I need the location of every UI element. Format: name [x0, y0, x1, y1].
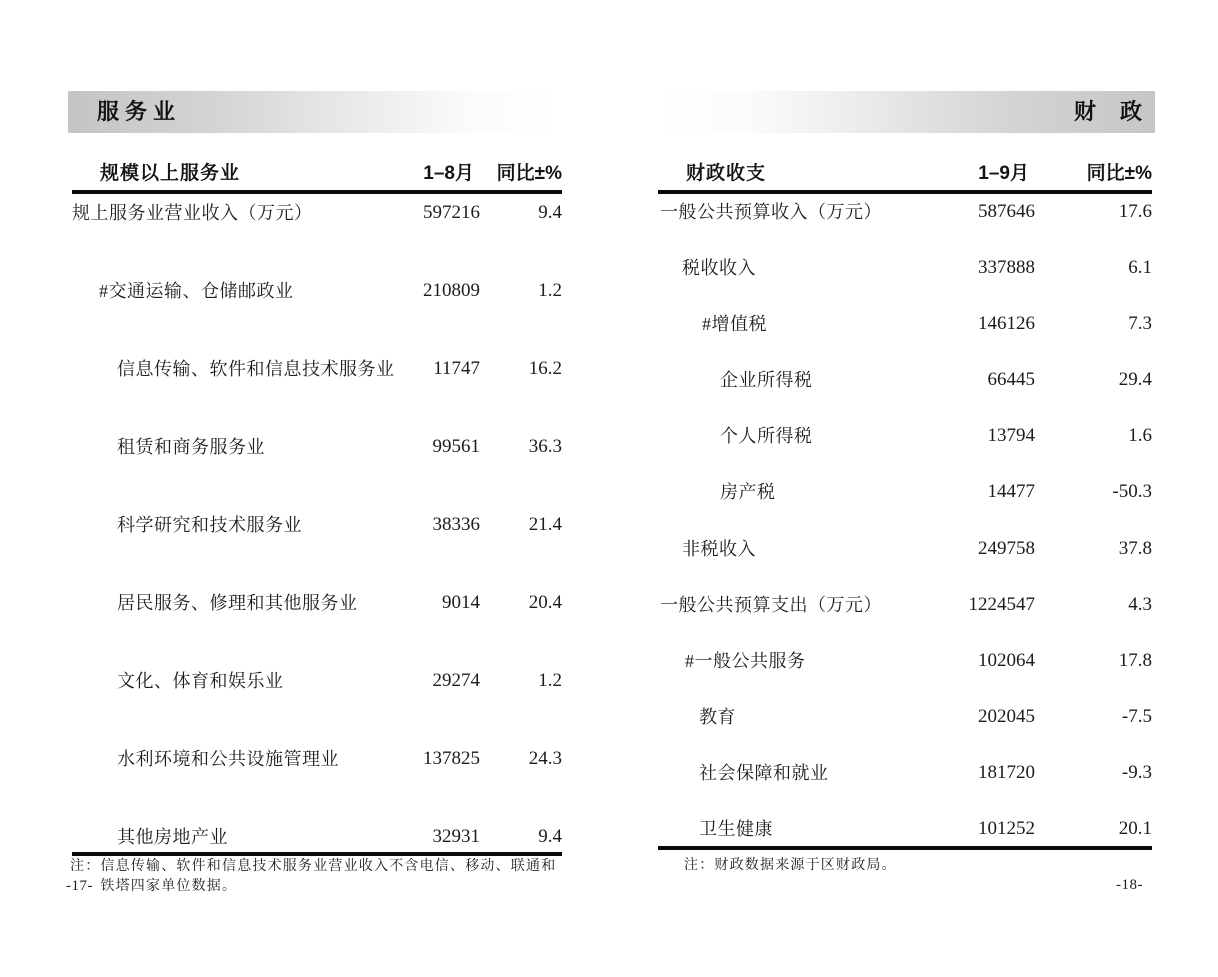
- services-section-title: 服务业: [97, 99, 182, 124]
- row-yoy: 17.6: [1118, 201, 1152, 222]
- footnote-text: 信息传输、软件和信息技术服务业营业收入不含电信、移动、联通和铁塔四家单位数据。: [100, 859, 557, 894]
- row-label: 企业所得税: [720, 370, 813, 391]
- row-yoy: 6.1: [1128, 257, 1152, 279]
- finance-table-header: [658, 152, 1152, 194]
- row-value: 32931: [432, 826, 480, 847]
- row-yoy: 9.4: [538, 202, 562, 223]
- row-value: 202045: [978, 705, 1035, 727]
- table-row: [72, 818, 562, 852]
- row-label: 其他房地产业: [117, 827, 228, 847]
- row-yoy: 1.2: [538, 280, 562, 301]
- table-row: [72, 506, 562, 584]
- page-number-right: -18-: [1116, 877, 1143, 893]
- table-row: [658, 250, 1152, 306]
- row-label: 水利环境和公共设施管理业: [117, 749, 339, 769]
- row-label: 文化、体育和娱乐业: [117, 671, 284, 691]
- row-value: 102064: [978, 649, 1035, 671]
- row-yoy: -7.5: [1121, 705, 1152, 727]
- finance-section-banner: [660, 91, 1155, 133]
- row-yoy: 37.8: [1118, 537, 1152, 559]
- finance-header-yoy: 同比±%: [1086, 162, 1152, 184]
- row-yoy: 4.3: [1128, 593, 1152, 615]
- page-number-left: -17-: [66, 878, 93, 894]
- row-value: 14477: [987, 481, 1035, 503]
- row-label: 房产税: [720, 482, 776, 503]
- row-yoy: 1.6: [1128, 425, 1152, 447]
- row-value: 101252: [978, 818, 1035, 840]
- row-yoy: 36.3: [528, 436, 562, 457]
- row-value: 181720: [978, 761, 1035, 783]
- row-yoy: 1.2: [538, 670, 562, 691]
- table-row: [658, 811, 1152, 846]
- table-row: [658, 755, 1152, 811]
- table-row: [72, 428, 562, 506]
- row-value: 210809: [423, 280, 480, 301]
- row-yoy: 16.2: [528, 358, 562, 379]
- row-label: 居民服务、修理和其他服务业: [117, 593, 358, 613]
- footnote-prefix: 注：: [684, 858, 715, 873]
- row-label: 一般公共预算收入（万元）: [660, 202, 882, 222]
- finance-header-name: 财政收支: [686, 162, 767, 184]
- row-label: 租赁和商务服务业: [117, 437, 265, 457]
- row-yoy: -9.3: [1121, 761, 1152, 783]
- row-yoy: 29.4: [1118, 369, 1152, 391]
- finance-footnote: [684, 856, 1144, 876]
- table-row: [72, 194, 562, 272]
- row-label: 科学研究和技术服务业: [117, 515, 302, 535]
- row-value: 9014: [442, 592, 480, 613]
- row-value: 587646: [978, 201, 1035, 222]
- table-row: [658, 362, 1152, 418]
- table-row: [658, 194, 1152, 250]
- row-value: 1224547: [968, 593, 1035, 615]
- row-value: 597216: [423, 202, 480, 223]
- row-label: 社会保障和就业: [699, 762, 829, 783]
- row-label: #增值税: [702, 314, 767, 335]
- row-label: 规上服务业营业收入（万元）: [72, 203, 313, 223]
- row-value: 146126: [978, 313, 1035, 335]
- table-row: [658, 418, 1152, 474]
- row-label: 一般公共预算支出（万元）: [660, 594, 882, 615]
- row-value: 11747: [433, 358, 480, 379]
- row-value: 66445: [987, 369, 1035, 391]
- table-row: [658, 587, 1152, 643]
- row-label: #一般公共服务: [685, 650, 806, 671]
- row-value: 337888: [978, 257, 1035, 279]
- row-yoy: 7.3: [1128, 313, 1152, 335]
- table-row: [658, 643, 1152, 699]
- footnote-prefix: 注：: [70, 859, 101, 874]
- finance-table-body: [658, 194, 1152, 850]
- row-yoy: 9.4: [538, 826, 562, 847]
- table-row: [72, 272, 562, 350]
- row-value: 38336: [432, 514, 480, 535]
- row-yoy: 24.3: [528, 748, 562, 769]
- row-value: 99561: [432, 436, 480, 457]
- row-label: 个人所得税: [720, 426, 813, 447]
- services-header-name: 规模以上服务业: [100, 162, 241, 184]
- row-label: 教育: [699, 706, 736, 727]
- table-row: [72, 740, 562, 818]
- row-yoy: 20.4: [528, 592, 562, 613]
- table-row: [72, 662, 562, 740]
- row-label: #交通运输、仓储邮政业: [99, 281, 294, 301]
- row-value: 29274: [432, 670, 480, 691]
- table-row: [72, 350, 562, 428]
- row-yoy: 17.8: [1118, 649, 1152, 671]
- table-row: [658, 699, 1152, 755]
- services-table-body: [72, 194, 562, 856]
- services-section-banner: [68, 91, 560, 133]
- services-header-yoy: 同比±%: [496, 162, 562, 184]
- table-row: [658, 306, 1152, 362]
- footnote-text: 财政数据来源于区财政局。: [714, 858, 897, 873]
- services-footnote: [70, 857, 563, 897]
- row-label: 税收收入: [682, 258, 756, 279]
- row-label: 信息传输、软件和信息技术服务业: [117, 359, 395, 379]
- table-row: [658, 474, 1152, 530]
- table-row: [658, 531, 1152, 587]
- row-yoy: -50.3: [1112, 481, 1152, 503]
- row-yoy: 21.4: [528, 514, 562, 535]
- row-value: 137825: [423, 748, 480, 769]
- row-value: 249758: [978, 537, 1035, 559]
- row-label: 卫生健康: [699, 819, 773, 840]
- finance-section-title: 财 政: [1073, 99, 1143, 124]
- finance-header-period: 1–9月: [978, 162, 1029, 184]
- row-label: 非税收入: [682, 538, 756, 559]
- row-yoy: 20.1: [1118, 818, 1152, 840]
- table-row: [72, 584, 562, 662]
- services-header-period: 1–8月: [423, 162, 474, 184]
- services-table-header: [72, 152, 562, 194]
- row-value: 13794: [987, 425, 1035, 447]
